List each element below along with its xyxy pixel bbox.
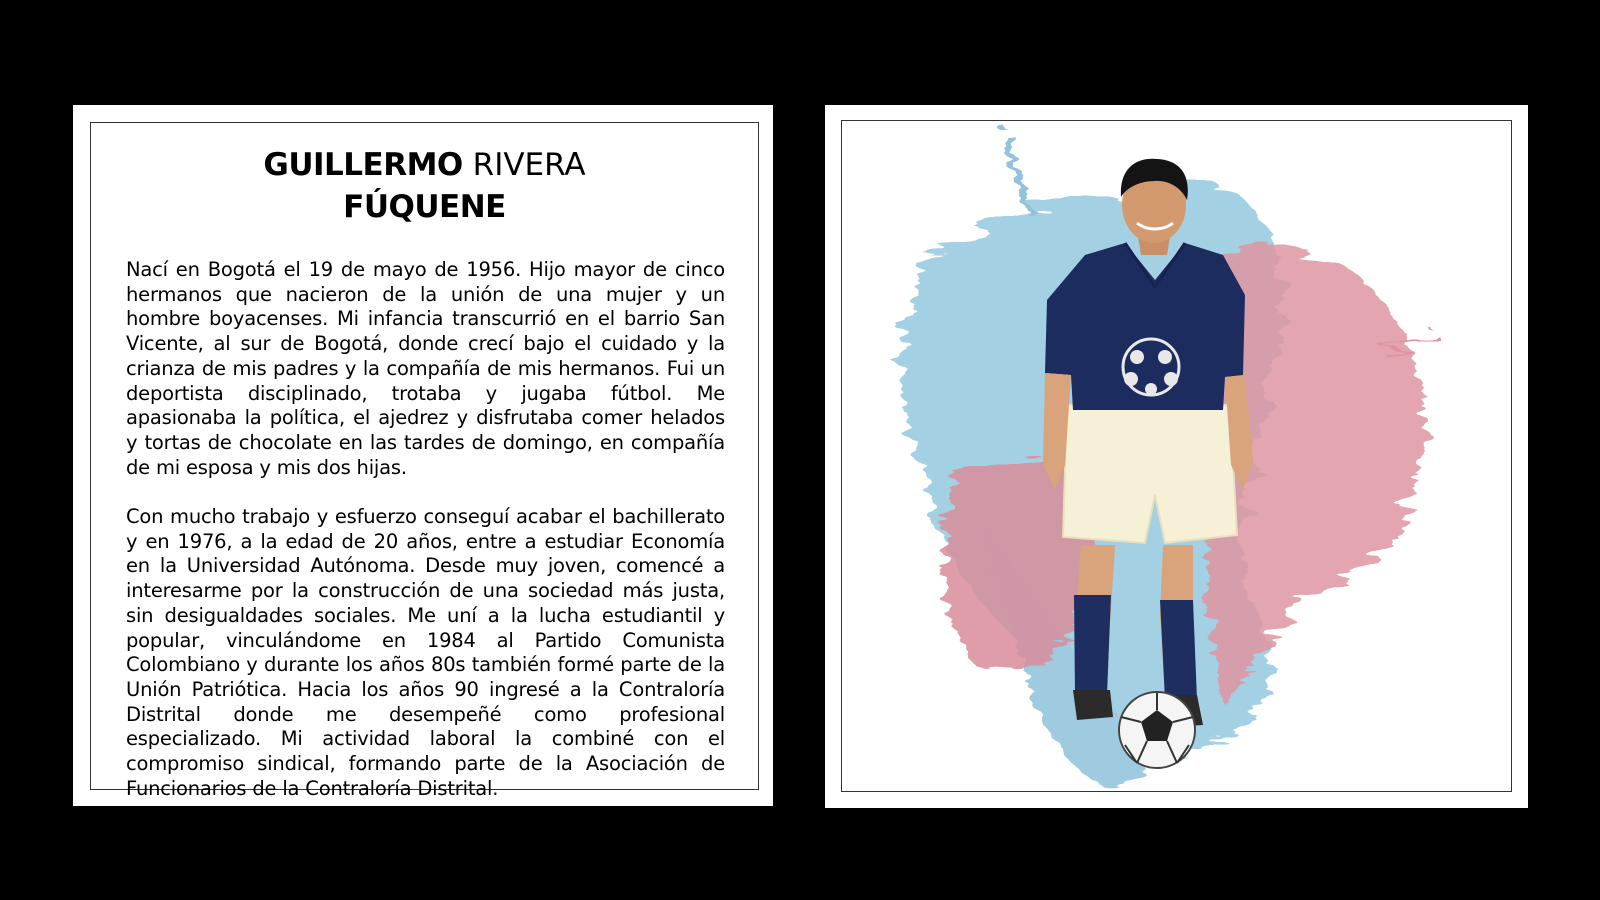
bio-paragraph-2: Con mucho trabajo y esfuerzo conseguí acabar el bachillerato y en 1976, a la edad de 20 años, entre a estudiar Economía en la Universidad Autónoma. Desde muy joven, comencé a interesarme por la construcción de una sociedad más justa, sin desigualdades sociales. Me uní a la lucha estudiantil y popular, vinculándome en 1984 al Partido Comunista Colombiano y durante los años 80s también formé parte de la Unión Patriótica. Hacia los años 90 ingresé a la Contraloría Distrital donde me desempeñé como profesional especializado. Mi actividad laboral la combiné con el compromiso sindical, formando parte de la Asociación de Funcionarios de la Contraloría Distrital. <box>126 505 725 800</box>
last-name: FÚQUENE <box>343 189 506 225</box>
first-name: GUILLERMO <box>263 147 463 183</box>
middle-name: RIVERA <box>472 147 586 183</box>
portrait-frame <box>841 120 1512 792</box>
biography-text <box>126 258 725 826</box>
bio-paragraph-1: Nací en Bogotá el 19 de mayo de 1956. Hijo mayor de cinco hermanos que nacieron de la unión de una mujer y un hombre boyacenses. Mi infancia transcurrió en el barrio San Vicente, al sur de Bogotá, donde crecí bajo el cuidado y la crianza de mis padres y la compañía de mis hermanos. Fui un deportista disciplinado, trotaba y jugaba fútbol. Me apasionaba la política, el ajedrez y disfrutaba comer helados y tortas de chocolate en las tardes de domingo, en compañía de mi esposa y mis dos hijas. <box>126 258 725 479</box>
person-name-title <box>91 144 758 228</box>
portrait-card <box>825 105 1528 808</box>
biography-card <box>73 105 773 806</box>
biography-frame <box>90 122 759 800</box>
